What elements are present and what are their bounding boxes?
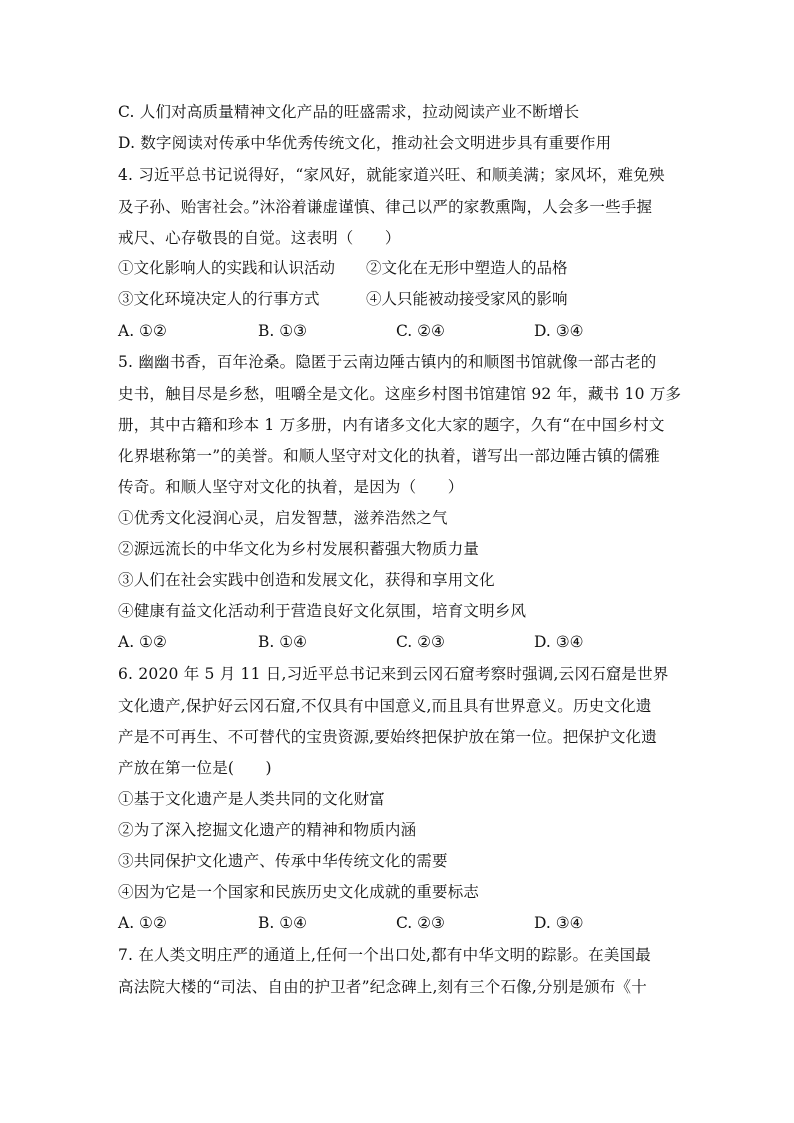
q4-item-2: ②文化在无形中塑造人的品格 (366, 259, 568, 277)
q4-option-c: C. ②④ (396, 322, 445, 340)
q4-items-row-2 (118, 289, 678, 309)
q4-option-b: B. ①③ (258, 322, 308, 340)
q5-item-1: ①优秀文化浸润心灵，启发智慧，滋养浩然之气 (118, 509, 448, 527)
q4-item-4: ④人只能被动接受家风的影响 (366, 290, 568, 308)
q3-option-d: D. 数字阅读对传承中华优秀传统文化，推动社会文明进步具有重要作用 (118, 134, 612, 152)
q5-stem-line-1: 5. 幽幽书香，百年沧桑。隐匿于云南边陲古镇内的和顺图书馆就像一部古老的 (118, 353, 657, 371)
q6-item-3: ③共同保护文化遗产、传承中华传统文化的需要 (118, 852, 448, 870)
q4-item-1: ①文化影响人的实践和认识活动 (118, 259, 336, 277)
q7-stem-line-2: 高法院大楼的“司法、自由的护卫者”纪念碑上,刻有三个石像,分别是颁布《十 (118, 978, 647, 996)
q6-stem-line-1: 6. 2020 年 5 月 11 日,习近平总书记来到云冈石窟考察时强调,云冈石窟是世界 (118, 665, 669, 683)
q6-option-d: D. ③④ (534, 914, 584, 932)
q4-item-3: ③文化环境决定人的行事方式 (118, 290, 320, 308)
q3-option-c: C. 人们对高质量精神文化产品的旺盛需求，拉动阅读产业不断增长 (118, 103, 580, 121)
q5-stem-line-2: 史书，触目尽是乡愁，咀嚼全是文化。这座乡村图书馆建馆 92 年，藏书 10 万多 (118, 385, 682, 403)
q5-item-2: ②源远流长的中华文化为乡村发展积蓄强大物质力量 (118, 540, 480, 558)
q6-item-2: ②为了深入挖掘文化遗产的精神和物质内涵 (118, 821, 417, 839)
q4-stem-line-1: 4. 习近平总书记说得好，“家风好，就能家道兴旺、和顺美满；家风坏，难免殃 (118, 166, 665, 184)
q4-stem-line-3: 戒尺、心存敬畏的自觉。这表明（ ） (118, 229, 401, 247)
q5-item-4: ④健康有益文化活动利于营造良好文化氛围，培育文明乡风 (118, 602, 527, 620)
q5-stem-line-5: 传奇。和顺人坚守对文化的执着，是因为（ ） (118, 478, 464, 496)
q5-option-d: D. ③④ (534, 633, 584, 651)
q4-options (118, 321, 678, 341)
q5-option-a: A. ①② (118, 633, 167, 651)
q4-stem-line-2: 及子孙、贻害社会。”沐浴着谦虚谨慎、律己以严的家教熏陶，人会多一些手握 (118, 198, 653, 216)
q6-option-c: C. ②③ (396, 914, 445, 932)
q4-items-row-1 (118, 258, 678, 278)
q6-stem-line-2: 文化遗产,保护好云冈石窟,不仅具有中国意义,而且具有世界意义。历史文化遗 (118, 697, 652, 715)
q6-option-a: A. ①② (118, 914, 167, 932)
q4-option-d: D. ③④ (534, 322, 584, 340)
q5-option-c: C. ②③ (396, 633, 445, 651)
q5-stem-line-3: 册，其中古籍和珍本 1 万多册，内有诸多文化大家的题字，久有“在中国乡村文 (118, 416, 665, 434)
q6-options (118, 913, 678, 933)
q5-options (118, 632, 678, 652)
q5-option-b: B. ①④ (258, 633, 308, 651)
q7-stem-line-1: 7. 在人类文明庄严的通道上,任何一个出口处,都有中华文明的踪影。在美国最 (118, 946, 651, 964)
q6-option-b: B. ①④ (258, 914, 308, 932)
q4-option-a: A. ①② (118, 322, 167, 340)
q5-stem-line-4: 化界堪称第一”的美誉。和顺人坚守对文化的执着，谱写出一部边陲古镇的儒雅 (118, 447, 660, 465)
q6-item-1: ①基于文化遗产是人类共同的文化财富 (118, 790, 385, 808)
q5-item-3: ③人们在社会实践中创造和发展文化，获得和享用文化 (118, 571, 495, 589)
q6-stem-line-4: 产放在第一位是( ) (118, 759, 272, 777)
q6-stem-line-3: 产是不可再生、不可替代的宝贵资源,要始终把保护放在第一位。把保护文化遗 (118, 728, 657, 746)
q6-item-4: ④因为它是一个国家和民族历史文化成就的重要标志 (118, 883, 480, 901)
